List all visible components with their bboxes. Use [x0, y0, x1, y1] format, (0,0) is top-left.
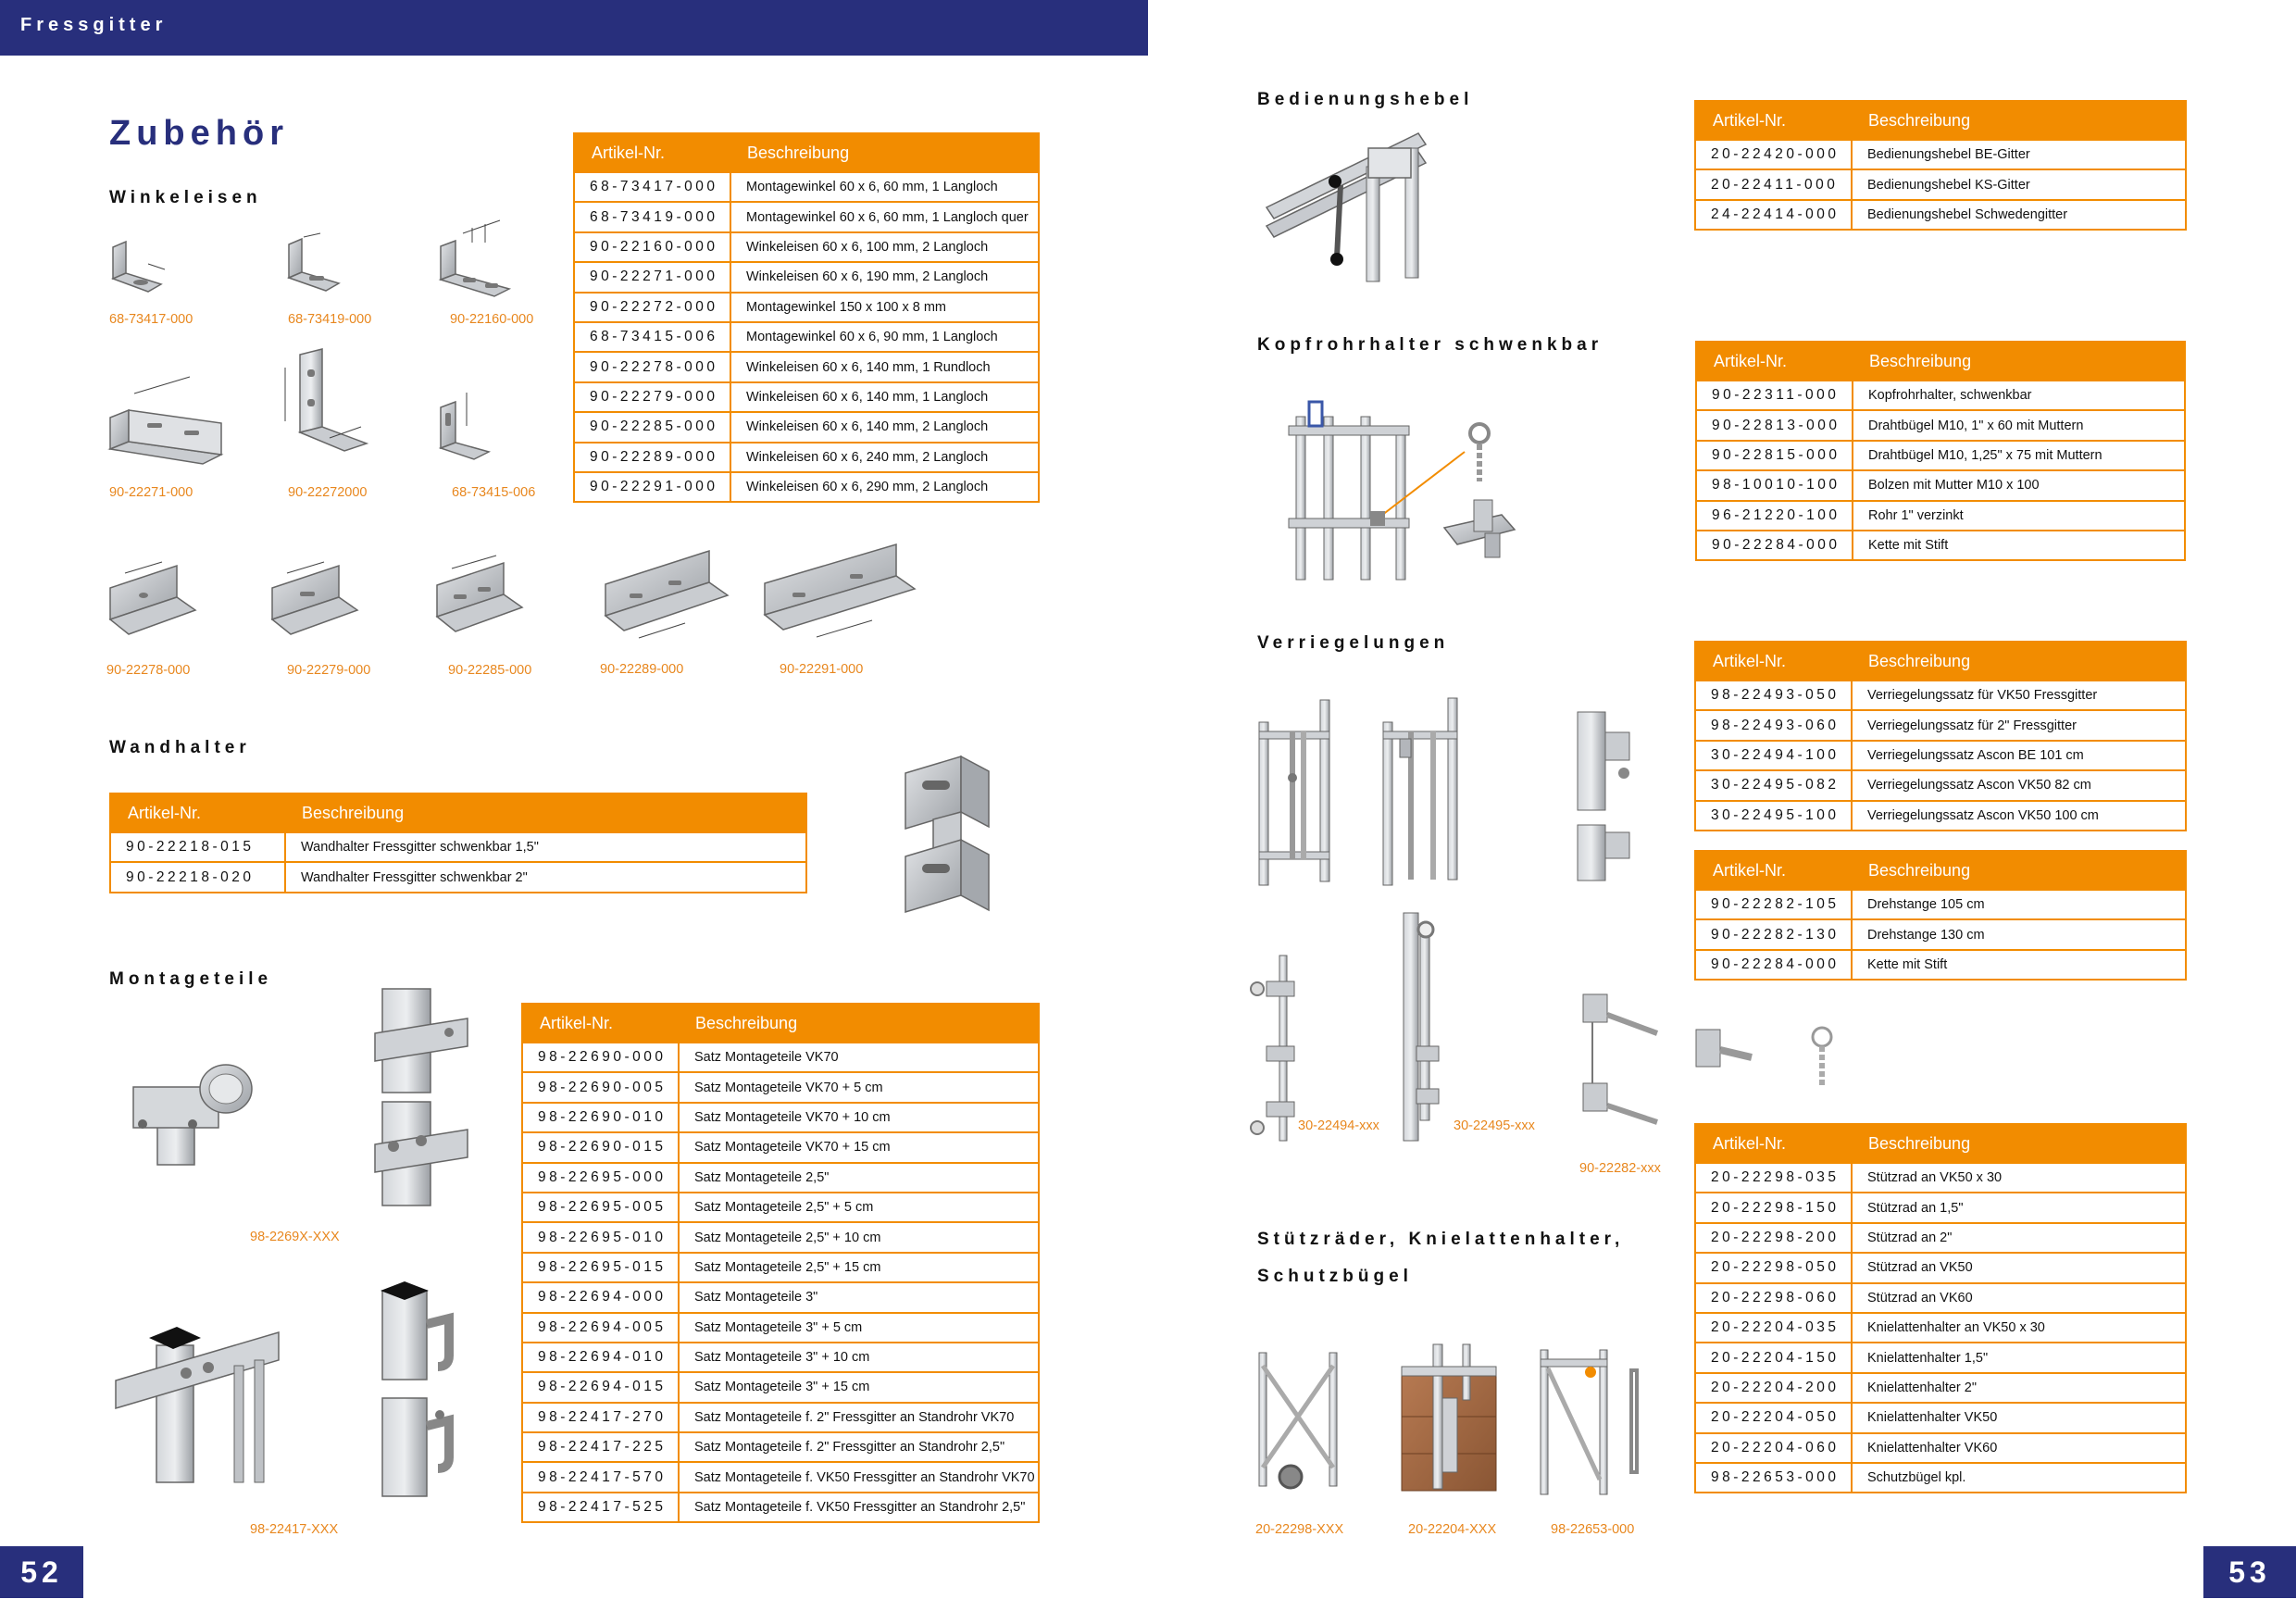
- column-header-article: Artikel-Nr.: [1695, 101, 1852, 140]
- table-row: [522, 1403, 1039, 1432]
- table-row: [574, 322, 1039, 352]
- article-number-cell: 98-22417-270: [522, 1403, 679, 1432]
- header-bar: [0, 0, 1148, 56]
- part-caption: 20-22298-XXX: [1255, 1522, 1344, 1537]
- table-row: [1695, 770, 2186, 800]
- article-number-cell: 98-10010-100: [1696, 470, 1853, 500]
- operating-lever-illustration: [1267, 130, 1429, 287]
- description-cell: Bedienungshebel Schwedengitter: [1852, 200, 2186, 230]
- column-header-article: Artikel-Nr.: [574, 133, 730, 172]
- description-cell: Montagewinkel 60 x 6, 90 mm, 1 Langloch: [730, 322, 1039, 352]
- drehstange-table: [1694, 850, 2187, 981]
- part-caption: 20-22204-XXX: [1408, 1522, 1497, 1537]
- article-number-cell: 98-22695-000: [522, 1163, 679, 1193]
- article-number-cell: 20-22204-060: [1695, 1433, 1852, 1463]
- table-header-row: [1695, 851, 2186, 890]
- description-cell: Satz Montageteile f. VK50 Fressgitter an Standrohr VK70: [679, 1462, 1039, 1492]
- mounting-set-illustration: [130, 1056, 259, 1167]
- section-title-wandhalter: Wandhalter: [109, 738, 251, 757]
- table-row: [574, 232, 1039, 262]
- column-header-description: Beschreibung: [1852, 1124, 2186, 1163]
- article-number-cell: 90-22218-015: [110, 832, 285, 862]
- description-cell: Montagewinkel 60 x 6, 60 mm, 1 Langloch: [730, 172, 1039, 202]
- table-row: [110, 862, 806, 892]
- article-number-cell: 20-22298-060: [1695, 1283, 1852, 1313]
- wandhalter-table: [109, 793, 807, 893]
- table-row: [1695, 1193, 2186, 1222]
- table-row: [522, 1282, 1039, 1312]
- description-cell: Satz Montageteile VK70 + 15 cm: [679, 1132, 1039, 1162]
- table-row: [574, 352, 1039, 381]
- winkeleisen-table: [573, 132, 1040, 503]
- table-row: [522, 1132, 1039, 1162]
- kopfrohrhalter-table: [1695, 341, 2186, 561]
- column-header-description: Beschreibung: [1852, 101, 2186, 140]
- locking-set-illustration: [1574, 699, 1639, 884]
- part-caption: 68-73419-000: [288, 312, 372, 327]
- table-row: [1696, 441, 2185, 470]
- article-number-cell: 30-22495-100: [1695, 801, 1852, 831]
- column-header-article: Artikel-Nr.: [522, 1004, 679, 1043]
- table-row: [574, 443, 1039, 472]
- description-cell: Satz Montageteile VK70 + 10 cm: [679, 1103, 1039, 1132]
- table-row: [1695, 681, 2186, 710]
- protection-bar-illustration: [1535, 1341, 1655, 1498]
- description-cell: Satz Montageteile 3" + 5 cm: [679, 1313, 1039, 1343]
- description-cell: Satz Montageteile VK70 + 5 cm: [679, 1072, 1039, 1102]
- table-row: [1695, 1433, 2186, 1463]
- rotating-rod-illustration: [1389, 907, 1454, 1148]
- table-row: [1695, 169, 2186, 199]
- table-header-row: [110, 793, 806, 832]
- description-cell: Satz Montageteile f. 2" Fressgitter an Standrohr 2,5": [679, 1432, 1039, 1462]
- description-cell: Knielattenhalter 1,5": [1852, 1343, 2186, 1372]
- article-number-cell: 24-22414-000: [1695, 200, 1852, 230]
- article-number-cell: 98-22690-010: [522, 1103, 679, 1132]
- article-number-cell: 98-22417-570: [522, 1462, 679, 1492]
- column-header-article: Artikel-Nr.: [110, 793, 285, 832]
- mounting-set-illustration: [375, 981, 477, 1213]
- article-number-cell: 90-22218-020: [110, 862, 285, 892]
- description-cell: Kette mit Stift: [1853, 531, 2185, 560]
- description-cell: Drehstange 130 cm: [1852, 919, 2186, 949]
- header-category: Fressgitter: [20, 15, 168, 35]
- article-number-cell: 20-22204-050: [1695, 1403, 1852, 1432]
- column-header-article: Artikel-Nr.: [1695, 642, 1852, 681]
- description-cell: Satz Montageteile 3" + 10 cm: [679, 1343, 1039, 1372]
- article-number-cell: 90-22285-000: [574, 412, 730, 442]
- description-cell: Knielattenhalter an VK50 x 30: [1852, 1313, 2186, 1343]
- table-row: [1695, 1223, 2186, 1253]
- part-caption: 90-22282-xxx: [1579, 1161, 1661, 1176]
- angle-bracket-illustration: [602, 542, 731, 643]
- article-number-cell: 20-22204-200: [1695, 1373, 1852, 1403]
- table-row: [1696, 410, 2185, 440]
- description-cell: Winkeleisen 60 x 6, 190 mm, 2 Langloch: [730, 262, 1039, 292]
- article-number-cell: 90-22282-105: [1695, 890, 1852, 919]
- table-row: [574, 293, 1039, 322]
- table-row: [522, 1072, 1039, 1102]
- table-row: [1695, 1373, 2186, 1403]
- part-caption: 98-2269X-XXX: [250, 1230, 340, 1244]
- table-row: [522, 1253, 1039, 1282]
- part-caption: 90-22285-000: [448, 663, 532, 678]
- part-caption: 90-22289-000: [600, 662, 684, 677]
- angle-bracket-illustration: [106, 560, 199, 643]
- description-cell: Montagewinkel 60 x 6, 60 mm, 1 Langloch quer: [730, 202, 1039, 231]
- description-cell: Winkeleisen 60 x 6, 290 mm, 2 Langloch: [730, 472, 1039, 502]
- part-caption: 68-73417-000: [109, 312, 193, 327]
- table-row: [522, 1103, 1039, 1132]
- article-number-cell: 30-22495-082: [1695, 770, 1852, 800]
- article-number-cell: 90-22291-000: [574, 472, 730, 502]
- table-row: [1695, 1403, 2186, 1432]
- article-number-cell: 98-22690-000: [522, 1043, 679, 1072]
- article-number-cell: 90-22278-000: [574, 352, 730, 381]
- section-title-montageteile: Montageteile: [109, 969, 273, 989]
- mounting-set-illustration: [116, 1319, 282, 1486]
- article-number-cell: 90-22284-000: [1695, 950, 1852, 980]
- article-number-cell: 98-22694-015: [522, 1372, 679, 1402]
- article-number-cell: 90-22284-000: [1696, 531, 1853, 560]
- part-caption: 98-22653-000: [1551, 1522, 1635, 1537]
- description-cell: Drahtbügel M10, 1" x 60 mit Muttern: [1853, 410, 2185, 440]
- part-caption: 90-22271-000: [109, 485, 193, 500]
- article-number-cell: 20-22204-150: [1695, 1343, 1852, 1372]
- description-cell: Drahtbügel M10, 1,25" x 75 mit Muttern: [1853, 441, 2185, 470]
- description-cell: Winkeleisen 60 x 6, 100 mm, 2 Langloch: [730, 232, 1039, 262]
- angle-bracket-illustration: [435, 215, 518, 303]
- section-title-winkeleisen: Winkeleisen: [109, 188, 262, 207]
- section-title-kopfrohrhalter: Kopfrohrhalter schwenkbar: [1257, 335, 1603, 355]
- table-row: [1695, 1253, 2186, 1282]
- description-cell: Wandhalter Fressgitter schwenkbar 2": [285, 862, 806, 892]
- chain-pin-illustration: [1692, 1018, 1878, 1093]
- article-number-cell: 90-22271-000: [574, 262, 730, 292]
- article-number-cell: 20-22204-035: [1695, 1313, 1852, 1343]
- table-row: [574, 472, 1039, 502]
- article-number-cell: 98-22694-005: [522, 1313, 679, 1343]
- description-cell: Knielattenhalter 2": [1852, 1373, 2186, 1403]
- column-header-description: Beschreibung: [285, 793, 806, 832]
- description-cell: Stützrad an VK50: [1852, 1253, 2186, 1282]
- table-row: [574, 412, 1039, 442]
- locking-set-illustration: [1379, 694, 1463, 889]
- article-number-cell: 90-22311-000: [1696, 381, 1853, 410]
- column-header-article: Artikel-Nr.: [1695, 1124, 1852, 1163]
- table-row: [1696, 470, 2185, 500]
- stuetzraeder-table: [1694, 1123, 2187, 1493]
- article-number-cell: 98-22653-000: [1695, 1463, 1852, 1493]
- description-cell: Verriegelungssatz Ascon BE 101 cm: [1852, 741, 2186, 770]
- part-caption: 30-22495-xxx: [1454, 1118, 1535, 1133]
- description-cell: Stützrad an VK60: [1852, 1283, 2186, 1313]
- article-number-cell: 20-22298-150: [1695, 1193, 1852, 1222]
- description-cell: Verriegelungssatz für 2" Fressgitter: [1852, 710, 2186, 740]
- description-cell: Winkeleisen 60 x 6, 140 mm, 1 Rundloch: [730, 352, 1039, 381]
- section-title-stuetzraeder-2: Schutzbügel: [1257, 1267, 1413, 1286]
- angle-bracket-illustration: [278, 347, 380, 458]
- section-title-bedienungshebel: Bedienungshebel: [1257, 90, 1474, 109]
- article-number-cell: 90-22282-130: [1695, 919, 1852, 949]
- table-header-row: [1695, 101, 2186, 140]
- description-cell: Satz Montageteile f. 2" Fressgitter an Standrohr VK70: [679, 1403, 1039, 1432]
- montageteile-table: [521, 1003, 1040, 1523]
- wall-holder-illustration: [896, 755, 998, 917]
- table-row: [1695, 801, 2186, 831]
- column-header-article: Artikel-Nr.: [1695, 851, 1852, 890]
- column-header-article: Artikel-Nr.: [1696, 342, 1853, 381]
- article-number-cell: 20-22298-050: [1695, 1253, 1852, 1282]
- table-row: [574, 382, 1039, 412]
- table-row: [1696, 501, 2185, 531]
- article-number-cell: 98-22695-010: [522, 1222, 679, 1252]
- description-cell: Bolzen mit Mutter M10 x 100: [1853, 470, 2185, 500]
- table-row: [522, 1222, 1039, 1252]
- description-cell: Stützrad an 2": [1852, 1223, 2186, 1253]
- locking-set-illustration: [1255, 694, 1339, 889]
- article-number-cell: 68-73419-000: [574, 202, 730, 231]
- head-rail-holder-illustration: [1289, 389, 1529, 583]
- part-caption: 68-73415-006: [452, 485, 536, 500]
- article-number-cell: 98-22417-525: [522, 1493, 679, 1522]
- table-row: [522, 1432, 1039, 1462]
- article-number-cell: 90-22815-000: [1696, 441, 1853, 470]
- description-cell: Satz Montageteile 3": [679, 1282, 1039, 1312]
- column-header-description: Beschreibung: [679, 1004, 1039, 1043]
- article-number-cell: 20-22298-200: [1695, 1223, 1852, 1253]
- table-row: [574, 172, 1039, 202]
- knee-rail-holder-illustration: [1398, 1343, 1500, 1495]
- article-number-cell: 90-22160-000: [574, 232, 730, 262]
- description-cell: Wandhalter Fressgitter schwenkbar 1,5": [285, 832, 806, 862]
- description-cell: Montagewinkel 150 x 100 x 8 mm: [730, 293, 1039, 322]
- description-cell: Bedienungshebel BE-Gitter: [1852, 140, 2186, 169]
- article-number-cell: 20-22411-000: [1695, 169, 1852, 199]
- table-row: [522, 1043, 1039, 1072]
- table-row: [1695, 1283, 2186, 1313]
- section-title-verriegelungen: Verriegelungen: [1257, 633, 1450, 653]
- table-row: [1695, 1343, 2186, 1372]
- article-number-cell: 68-73415-006: [574, 322, 730, 352]
- description-cell: Bedienungshebel KS-Gitter: [1852, 169, 2186, 199]
- table-row: [522, 1372, 1039, 1402]
- part-caption: 90-22160-000: [450, 312, 534, 327]
- description-cell: Winkeleisen 60 x 6, 140 mm, 1 Langloch: [730, 382, 1039, 412]
- angle-bracket-illustration: [268, 560, 361, 643]
- article-number-cell: 30-22494-100: [1695, 741, 1852, 770]
- part-caption: 98-22417-XXX: [250, 1522, 339, 1537]
- article-number-cell: 90-22279-000: [574, 382, 730, 412]
- column-header-description: Beschreibung: [1852, 642, 2186, 681]
- description-cell: Knielattenhalter VK50: [1852, 1403, 2186, 1432]
- article-number-cell: 90-22289-000: [574, 443, 730, 472]
- table-row: [1695, 200, 2186, 230]
- description-cell: Drehstange 105 cm: [1852, 890, 2186, 919]
- article-number-cell: 68-73417-000: [574, 172, 730, 202]
- column-header-description: Beschreibung: [730, 133, 1039, 172]
- description-cell: Satz Montageteile 2,5" + 15 cm: [679, 1253, 1039, 1282]
- table-row: [1696, 381, 2185, 410]
- article-number-cell: 90-22813-000: [1696, 410, 1853, 440]
- table-row: [522, 1462, 1039, 1492]
- article-number-cell: 98-22493-050: [1695, 681, 1852, 710]
- verriegelungen-table: [1694, 641, 2187, 831]
- table-row: [574, 202, 1039, 231]
- description-cell: Kette mit Stift: [1852, 950, 2186, 980]
- page-title: Zubehör: [109, 114, 289, 153]
- description-cell: Satz Montageteile VK70: [679, 1043, 1039, 1072]
- table-header-row: [574, 133, 1039, 172]
- article-number-cell: 98-22694-010: [522, 1343, 679, 1372]
- article-number-cell: 90-22272-000: [574, 293, 730, 322]
- part-caption: 90-22279-000: [287, 663, 371, 678]
- rotating-rod-illustration: [1578, 981, 1661, 1148]
- angle-bracket-illustration: [435, 389, 509, 463]
- article-number-cell: 98-22695-015: [522, 1253, 679, 1282]
- table-row: [1695, 1163, 2186, 1193]
- description-cell: Verriegelungssatz Ascon VK50 100 cm: [1852, 801, 2186, 831]
- article-number-cell: 20-22420-000: [1695, 140, 1852, 169]
- description-cell: Winkeleisen 60 x 6, 140 mm, 2 Langloch: [730, 412, 1039, 442]
- part-caption: 90-22278-000: [106, 663, 191, 678]
- angle-bracket-illustration: [433, 554, 526, 637]
- description-cell: Stützrad an VK50 x 30: [1852, 1163, 2186, 1193]
- table-row: [1695, 890, 2186, 919]
- support-wheel-illustration: [1255, 1347, 1348, 1495]
- article-number-cell: 98-22690-015: [522, 1132, 679, 1162]
- angle-bracket-illustration: [106, 366, 227, 468]
- description-cell: Knielattenhalter VK60: [1852, 1433, 2186, 1463]
- article-number-cell: 98-22695-005: [522, 1193, 679, 1222]
- part-caption: 30-22494-xxx: [1298, 1118, 1379, 1133]
- description-cell: Schutzbügel kpl.: [1852, 1463, 2186, 1493]
- article-number-cell: 98-22690-005: [522, 1072, 679, 1102]
- table-header-row: [1696, 342, 2185, 381]
- section-title-stuetzraeder: Stützräder, Knielattenhalter,: [1257, 1230, 1625, 1249]
- article-number-cell: 98-22493-060: [1695, 710, 1852, 740]
- angle-bracket-illustration: [104, 236, 178, 301]
- description-cell: Verriegelungssatz für VK50 Fressgitter: [1852, 681, 2186, 710]
- table-row: [1695, 950, 2186, 980]
- part-caption: 90-22272000: [288, 485, 368, 500]
- description-cell: Verriegelungssatz Ascon VK50 82 cm: [1852, 770, 2186, 800]
- table-row: [1696, 531, 2185, 560]
- table-row: [1695, 1313, 2186, 1343]
- description-cell: Satz Montageteile 3" + 15 cm: [679, 1372, 1039, 1402]
- page-number-right: 53: [2203, 1546, 2296, 1598]
- table-row: [1695, 1463, 2186, 1493]
- mounting-set-illustration: [375, 1278, 468, 1500]
- column-header-description: Beschreibung: [1853, 342, 2185, 381]
- angle-bracket-illustration: [761, 537, 918, 643]
- article-number-cell: 20-22298-035: [1695, 1163, 1852, 1193]
- table-row: [1695, 710, 2186, 740]
- description-cell: Rohr 1" verzinkt: [1853, 501, 2185, 531]
- description-cell: Satz Montageteile f. VK50 Fressgitter an Standrohr 2,5": [679, 1493, 1039, 1522]
- description-cell: Satz Montageteile 2,5" + 10 cm: [679, 1222, 1039, 1252]
- description-cell: Winkeleisen 60 x 6, 240 mm, 2 Langloch: [730, 443, 1039, 472]
- part-caption: 90-22291-000: [780, 662, 864, 677]
- angle-bracket-illustration: [283, 231, 357, 301]
- page-number-left: 52: [0, 1546, 83, 1598]
- description-cell: Satz Montageteile 2,5" + 5 cm: [679, 1193, 1039, 1222]
- bedienungshebel-table: [1694, 100, 2187, 231]
- article-number-cell: 96-21220-100: [1696, 501, 1853, 531]
- description-cell: Satz Montageteile 2,5": [679, 1163, 1039, 1193]
- table-row: [522, 1343, 1039, 1372]
- table-row: [522, 1163, 1039, 1193]
- column-header-description: Beschreibung: [1852, 851, 2186, 890]
- table-row: [1695, 919, 2186, 949]
- table-header-row: [1695, 1124, 2186, 1163]
- description-cell: Stützrad an 1,5": [1852, 1193, 2186, 1222]
- table-header-row: [522, 1004, 1039, 1043]
- table-row: [574, 262, 1039, 292]
- table-row: [522, 1313, 1039, 1343]
- table-row: [522, 1193, 1039, 1222]
- table-row: [1695, 140, 2186, 169]
- article-number-cell: 98-22417-225: [522, 1432, 679, 1462]
- table-row: [522, 1493, 1039, 1522]
- table-header-row: [1695, 642, 2186, 681]
- table-row: [110, 832, 806, 862]
- article-number-cell: 98-22694-000: [522, 1282, 679, 1312]
- description-cell: Kopfrohrhalter, schwenkbar: [1853, 381, 2185, 410]
- table-row: [1695, 741, 2186, 770]
